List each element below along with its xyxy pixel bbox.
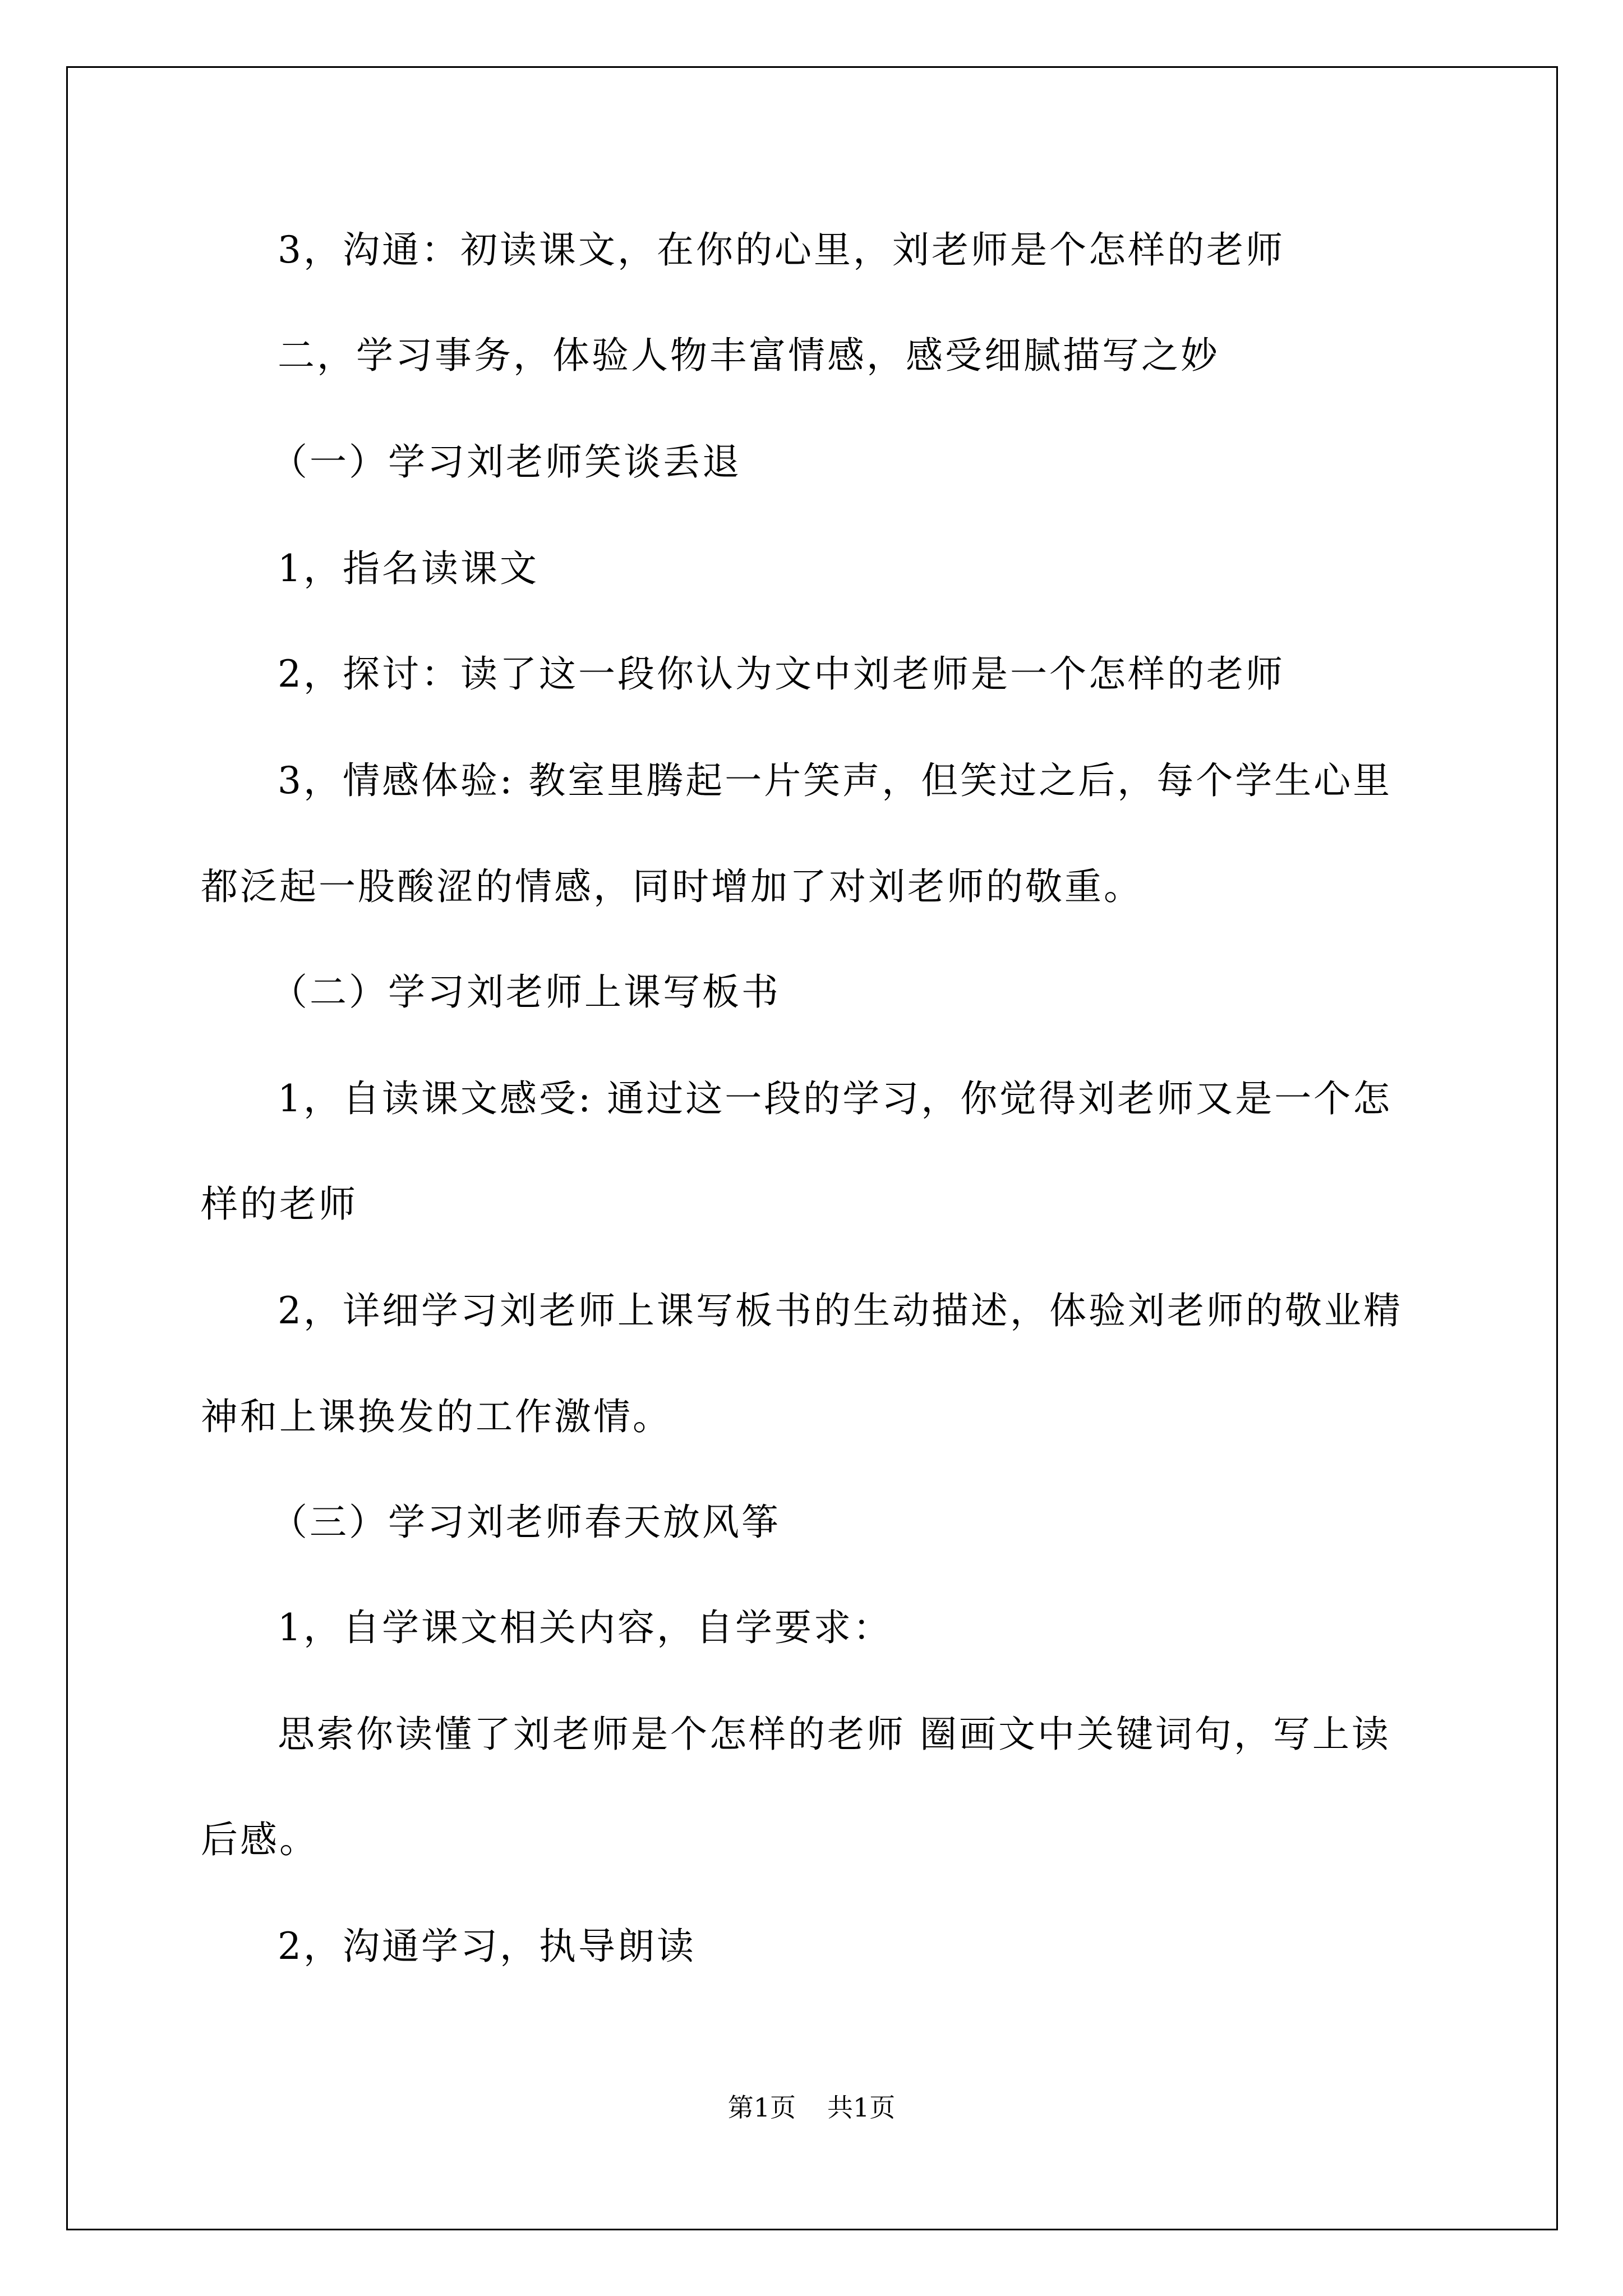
text-line: 1，自学课文相关内容，自学要求：	[278, 1606, 892, 1649]
subsection-heading: （二）学习刘老师上课写板书	[270, 970, 781, 1014]
page-footer	[0, 2091, 1623, 2124]
page-border	[66, 66, 1558, 2230]
text-line: 2，沟通学习，执导朗读	[278, 1925, 696, 1968]
text-line: 1，指名读课文	[278, 547, 539, 590]
text-line: 2，详细学习刘老师上课写板书的生动描述，体验刘老师的敬业精	[278, 1289, 1403, 1332]
text-line: 样的老师	[201, 1182, 358, 1226]
text-line: 思索你读懂了刘老师是个怎样的老师 圈画文中关键词句，写上读	[278, 1713, 1391, 1756]
section-heading: 二，学习事务，体验人物丰富情感，感受细腻描写之妙	[278, 334, 1220, 377]
page-number-current: 第1页	[727, 2092, 796, 2123]
page-number-total: 共1页	[827, 2092, 896, 2123]
text-line: 3，沟通：初读课文，在你的心里，刘老师是个怎样的老师	[278, 228, 1285, 272]
text-line: 2，探讨：读了这一段你认为文中刘老师是一个怎样的老师	[278, 652, 1285, 696]
subsection-heading: （三）学习刘老师春天放风筝	[270, 1501, 781, 1544]
text-line: 都泛起一股酸涩的情感，同时增加了对刘老师的敬重。	[201, 865, 1143, 908]
subsection-heading: （一）学习刘老师笑谈丢退	[270, 440, 741, 484]
text-line: 神和上课换发的工作激情。	[201, 1395, 672, 1438]
text-line: 后感。	[201, 1818, 319, 1861]
text-line: 1，自读课文感受: 通过这一段的学习，你觉得刘老师又是一个怎	[278, 1077, 1393, 1120]
text-line: 3，情感体验: 教室里腾起一片笑声，但笑过之后，每个学生心里	[278, 759, 1393, 802]
